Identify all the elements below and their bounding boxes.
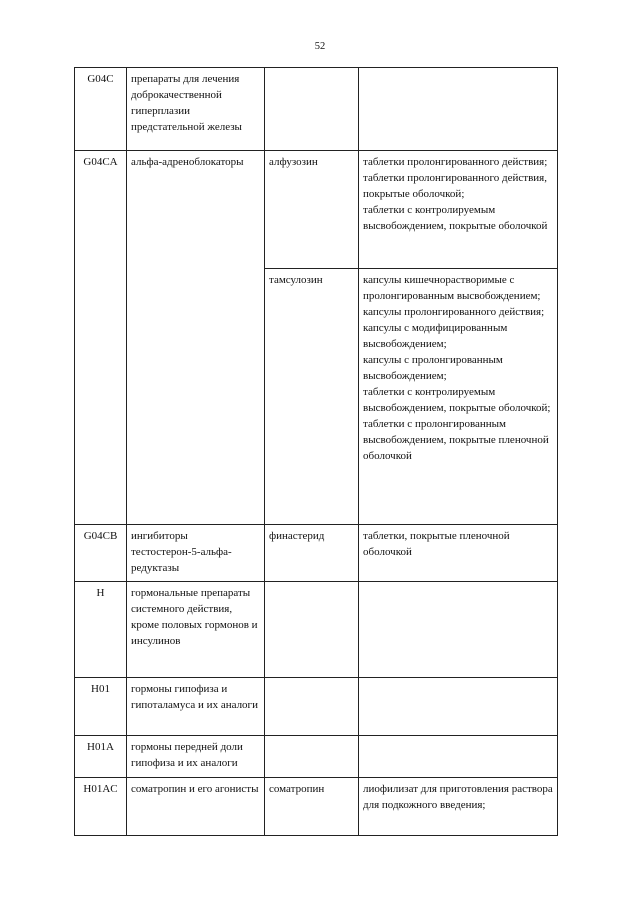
- dosage-form-cell: [359, 582, 558, 678]
- table-row: [75, 736, 558, 778]
- dosage-form-cell: [359, 68, 558, 151]
- atc-code-cell: H01A: [75, 736, 127, 778]
- page-number: 52: [314, 41, 326, 52]
- atc-code-cell: G04C: [75, 68, 127, 151]
- drug-name-cell: [265, 582, 359, 678]
- group-name-cell: препараты для лечения доброкачественной гиперплазии предстательной железы: [127, 68, 265, 151]
- group-name-cell: альфа-адреноблокаторы: [127, 151, 265, 525]
- drug-name-cell: финастерид: [265, 525, 359, 582]
- dosage-form-cell: капсулы кишечнорастворимые с пролонгированным высвобождением; капсулы пролонгированного действия; капсулы с модифицированным высвобождением; капсулы с пролонгированным высвобождением; таблетки с контролируемым высвобождением, покрытые оболочкой; таблетки с пролонгированным высвобождением, покрытые пленочной оболочкой: [359, 269, 558, 525]
- table-row: [75, 678, 558, 736]
- atc-code-cell: H: [75, 582, 127, 678]
- drug-name-cell: [265, 736, 359, 778]
- table-row: [75, 68, 558, 151]
- dosage-form-cell: таблетки пролонгированного действия; таблетки пролонгированного действия, покрытые оболочкой; таблетки с контролируемым высвобождением, покрытые оболочкой: [359, 151, 558, 269]
- atc-code-cell: H01: [75, 678, 127, 736]
- table-row: [75, 525, 558, 582]
- dosage-form-cell: [359, 736, 558, 778]
- drug-classification-table: [74, 67, 558, 836]
- dosage-form-cell: лиофилизат для приготовления раствора для подкожного введения;: [359, 778, 558, 836]
- group-name-cell: гормоны передней доли гипофиза и их аналоги: [127, 736, 265, 778]
- atc-code-cell: G04CA: [75, 151, 127, 525]
- group-name-cell: соматропин и его агонисты: [127, 778, 265, 836]
- table-row: [75, 778, 558, 836]
- group-name-cell: гормоны гипофиза и гипоталамуса и их аналоги: [127, 678, 265, 736]
- group-name-cell: ингибиторы тестостерон-5-альфа-редуктазы: [127, 525, 265, 582]
- drug-name-cell: [265, 678, 359, 736]
- dosage-form-cell: таблетки, покрытые пленочной оболочкой: [359, 525, 558, 582]
- dosage-form-cell: [359, 678, 558, 736]
- drug-name-cell: алфузозин: [265, 151, 359, 269]
- drug-name-cell: соматропин: [265, 778, 359, 836]
- atc-code-cell: G04CB: [75, 525, 127, 582]
- group-name-cell: гормональные препараты системного действия, кроме половых гормонов и инсулинов: [127, 582, 265, 678]
- drug-name-cell: тамсулозин: [265, 269, 359, 525]
- drug-name-cell: [265, 68, 359, 151]
- table-row: [75, 151, 558, 269]
- table-row: [75, 582, 558, 678]
- atc-code-cell: H01AC: [75, 778, 127, 836]
